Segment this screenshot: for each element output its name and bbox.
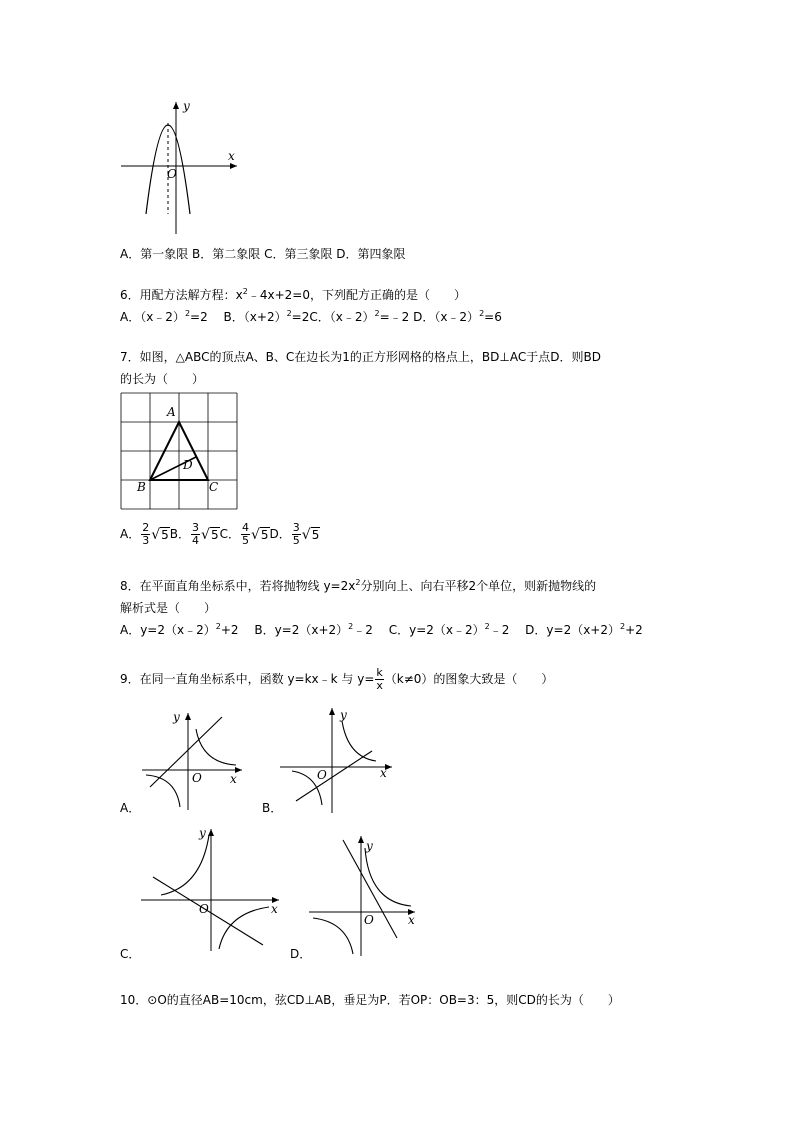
label-a: A [167, 405, 176, 419]
numerator: 2 [142, 521, 150, 534]
exponent: 2 [286, 309, 292, 318]
exponent: 2 [348, 622, 354, 631]
hyperbola-branch-2 [313, 918, 353, 954]
q8-line1-b: 分别向上、向右平移2个单位，则新抛物线的 [360, 579, 597, 593]
x-label: x [271, 902, 278, 916]
numerator: k [376, 666, 383, 679]
option-letter: A． [120, 527, 141, 541]
q9-graph-b [272, 705, 402, 815]
q6-stem-exp: 2 [242, 287, 248, 296]
q6-opt-b-rest: =2C．（x﹣2） [291, 310, 375, 324]
hyperbola-branch-1 [196, 729, 236, 765]
q7-option-d [269, 521, 321, 547]
exponent: 2 [484, 622, 490, 631]
exponent: 2 [215, 622, 221, 631]
hyperbola-branch-1 [342, 721, 376, 761]
denominator: 5 [241, 534, 249, 547]
radical: √5 [201, 526, 219, 543]
q9-stem-b: （k≠0）的图象大致是（ ） [384, 672, 554, 686]
origin-label: O [192, 771, 202, 785]
q8-line2: 解析式是（ ） [120, 601, 217, 615]
origin-label: O [199, 902, 209, 916]
exponent: 2 [355, 578, 361, 587]
q6-stem-b: ﹣4x+2=0，下列配方正确的是（ ） [247, 288, 466, 302]
radicand: 5 [260, 527, 269, 542]
label-b: B [137, 480, 146, 494]
q8-opt-c-rest: ﹣2 D．y=2（x+2） [489, 623, 620, 637]
fraction [191, 522, 200, 547]
radicand: 5 [311, 527, 320, 542]
q8-line1-a: 8．在平面直角坐标系中，若将抛物线 y=2x [120, 579, 356, 593]
q7-option-a [120, 521, 170, 547]
q7-option-c [219, 521, 270, 547]
label-d: D [183, 458, 193, 472]
hyperbola-branch-2 [219, 907, 269, 949]
exponent: 2 [184, 309, 191, 318]
x-label: x [230, 772, 237, 786]
y-axis-arrow [208, 829, 214, 836]
fraction [292, 522, 301, 547]
q9-stem [120, 666, 553, 692]
label-c: C [209, 480, 219, 494]
origin-label: O [364, 913, 374, 927]
denominator: 4 [192, 534, 200, 547]
x-label: x [228, 149, 235, 163]
q6-opt-a: A．（x﹣2） [120, 310, 185, 324]
q9-option-c-letter: C． [120, 947, 141, 961]
fraction [141, 522, 150, 547]
hyperbola-branch-2 [146, 775, 180, 807]
fraction [241, 522, 250, 547]
exponent: 2 [374, 309, 380, 318]
q9-graph-a [118, 705, 248, 815]
q8-opt-a: A．y=2（x﹣2） [120, 623, 216, 637]
q7-options [120, 521, 320, 548]
y-label: y [173, 710, 180, 724]
radical: √5 [250, 526, 269, 543]
radicand: 5 [210, 527, 219, 542]
q7-grid-figure [119, 391, 239, 511]
q9-option-a-letter: A． [120, 801, 141, 815]
q5-options: A．第一象限 B．第二象限 C．第三象限 D．第四象限 [120, 247, 406, 261]
numerator: 3 [292, 521, 300, 534]
q6-stem [120, 287, 466, 303]
q7-line1: 7．如图，△ABC的顶点A、B、C在边长为1的正方形网格的格点上，BD⊥AC于点D．则BD [120, 350, 601, 364]
x-label: x [408, 913, 415, 927]
y-axis-arrow [185, 713, 191, 720]
q5-parabola-graph [115, 98, 245, 238]
q8-line1 [120, 578, 596, 594]
y-label: y [366, 839, 373, 853]
q9-option-d-letter: D． [290, 947, 312, 961]
option-letter: C． [219, 527, 240, 541]
q8-options [120, 622, 643, 638]
option-letter: D． [269, 527, 291, 541]
q6-stem-a: 6．用配方法解方程：x [120, 288, 243, 302]
exponent: 2 [479, 309, 485, 318]
radicand: 5 [161, 527, 169, 542]
radical: √5 [151, 526, 169, 543]
q6-opt-d-rest: =6 [484, 310, 502, 324]
linear-graph [150, 717, 222, 787]
linear-graph [296, 751, 372, 801]
hyperbola-branch-1 [365, 848, 411, 906]
q7-option-b [169, 521, 220, 547]
radical: √5 [301, 526, 320, 543]
q6-options [120, 309, 502, 325]
y-axis-arrow [358, 836, 364, 843]
q9-fraction [375, 667, 383, 692]
y-label: y [183, 99, 190, 113]
denominator: 5 [292, 534, 300, 547]
q7-line2: 的长为（ ） [120, 372, 205, 386]
x-axis-arrow [230, 163, 237, 169]
q8-opt-b-rest: ﹣2 C．y=2（x﹣2） [353, 623, 485, 637]
q6-opt-a-rest: =2 B．（x+2） [190, 310, 287, 324]
x-label: x [380, 766, 387, 780]
q10-stem: 10．⊙O的直径AB=10cm，弦CD⊥AB，垂足为P．若OP：OB=3：5，则CD的长为（ ） [120, 993, 620, 1007]
y-axis-arrow [173, 102, 179, 109]
q9-stem-a: 9．在同一直角坐标系中，函数 y=kx﹣k 与 y= [120, 672, 375, 686]
q9-graph-c [135, 825, 285, 955]
q9-option-b-letter: B． [262, 801, 283, 815]
q6-opt-c-rest: =﹣2 D．（x﹣2） [379, 310, 480, 324]
denominator: 3 [142, 534, 150, 547]
exponent: 2 [620, 622, 626, 631]
y-label: y [199, 826, 206, 840]
numerator: 4 [241, 521, 249, 534]
q8-opt-d-rest: +2 [625, 623, 643, 637]
numerator: 3 [192, 521, 200, 534]
origin-label: O [317, 768, 327, 782]
y-axis-arrow [329, 708, 335, 715]
q8-opt-a-rest: +2 B．y=2（x+2） [220, 623, 349, 637]
y-label: y [340, 708, 347, 722]
q9-graph-d [305, 830, 425, 960]
denominator: x [376, 679, 383, 692]
origin-label: O [167, 167, 177, 181]
option-letter: B． [169, 527, 191, 541]
